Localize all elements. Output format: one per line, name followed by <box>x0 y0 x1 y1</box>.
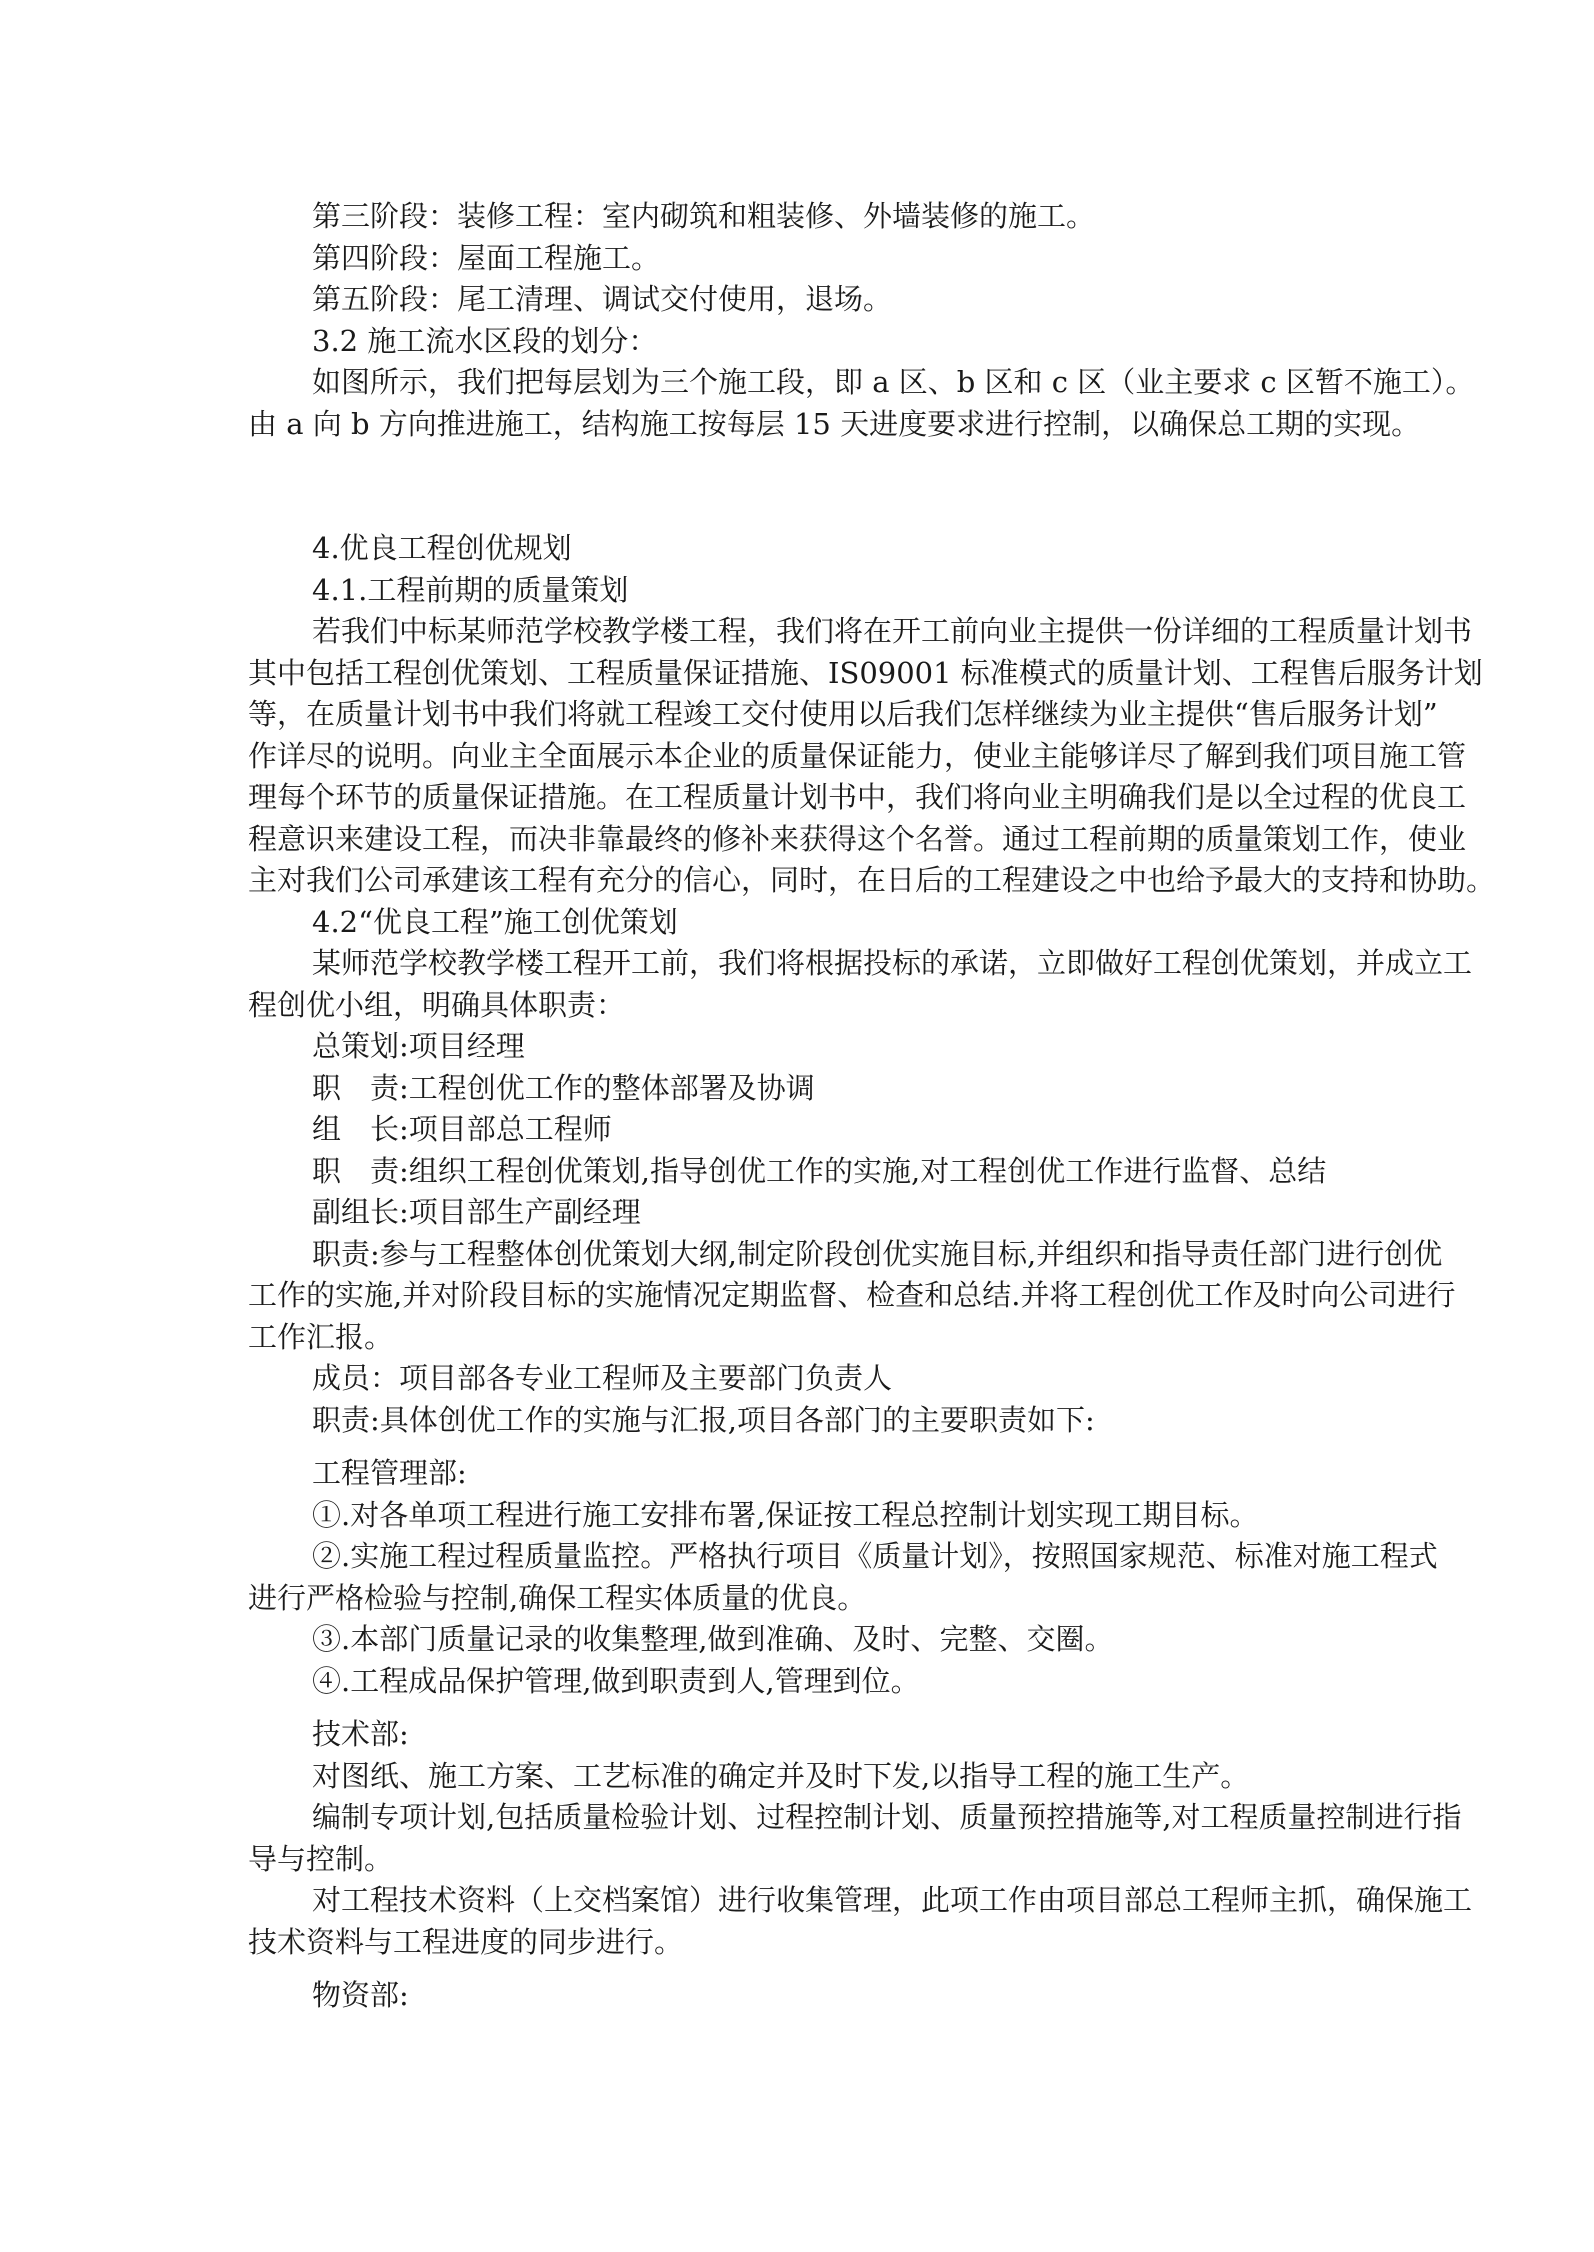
list-item: ②.实施工程过程质量监控。严格执行项目《质量计划》，按照国家规范、标准对施工程式 <box>312 1539 1438 1573</box>
section-4-2-heading: 4.2“优良工程”施工创优策划 <box>312 904 678 939</box>
duty-line: 职责:具体创优工作的实施与汇报,项目各部门的主要职责如下: <box>312 1402 1095 1437</box>
paragraph-line: 某师范学校教学楼工程开工前，我们将根据投标的承诺，立即做好工程创优策划，并成立工 <box>312 946 1473 980</box>
duty-line: 职 责:工程创优工作的整体部署及协调 <box>312 1070 815 1105</box>
paragraph-line: 导与控制。 <box>248 1841 394 1876</box>
section-3-2-heading: 3.2 施工流水区段的划分： <box>312 323 658 358</box>
department-heading: 工程管理部: <box>312 1456 467 1490</box>
paragraph-line: 程意识来建设工程，而决非靠最终的修补来获得这个名誉。通过工程前期的质量策划工作，使业 <box>248 821 1467 856</box>
duty-line: 职责:参与工程整体创优策划大纲,制定阶段创优实施目标,并组织和指导责任部门进行创优 <box>312 1236 1443 1271</box>
paragraph-line: 作详尽的说明。向业主全面展示本企业的质量保证能力，使业主能够详尽了解到我们项目施工管 <box>248 738 1467 773</box>
paragraph-line: 理每个环节的质量保证措施。在工程质量计划书中，我们将向业主明确我们是以全过程的优良工 <box>248 780 1467 814</box>
paragraph-line: 主对我们公司承建该工程有充分的信心，同时，在日后的工程建设之中也给予最大的支持和协助。 <box>248 863 1496 897</box>
paragraph-line: 若我们中标某师范学校教学楼工程，我们将在开工前向业主提供一份详细的工程质量计划书 <box>312 614 1473 648</box>
department-heading: 技术部: <box>312 1717 409 1751</box>
role-line: 组 长:项目部总工程师 <box>312 1112 612 1146</box>
paragraph-line: 等，在质量计划书中我们将就工程竣工交付使用以后我们怎样继续为业主提供“售后服务计划” <box>248 697 1438 731</box>
stage-3-line: 第三阶段：装修工程：室内砌筑和粗装修、外墙装修的施工。 <box>312 199 1096 233</box>
paragraph-line: 编制专项计划,包括质量检验计划、过程控制计划、质量预控措施等,对工程质量控制进行指 <box>312 1800 1462 1834</box>
document-body <box>248 196 1578 2017</box>
section-4-1-heading: 4.1.工程前期的质量策划 <box>312 572 629 607</box>
paragraph-line: 对图纸、施工方案、工艺标准的确定并及时下发,以指导工程的施工生产。 <box>312 1758 1250 1793</box>
list-item: ④.工程成品保护管理,做到职责到人,管理到位。 <box>312 1663 920 1698</box>
stage-4-line: 第四阶段：屋面工程施工。 <box>312 240 661 275</box>
paragraph-line: 程创优小组，明确具体职责： <box>248 987 626 1022</box>
members-line: 成员：项目部各专业工程师及主要部门负责人 <box>312 1361 893 1395</box>
paragraph-line: 对工程技术资料（上交档案馆）进行收集管理，此项工作由项目部总工程师主抓，确保施工 <box>312 1883 1473 1917</box>
paragraph-line: 其中包括工程创优策划、工程质量保证措施、IS09001 标准模式的质量计划、工程售后服务计划 <box>248 655 1483 690</box>
role-line: 副组长:项目部生产副经理 <box>312 1195 641 1229</box>
list-item: ③.本部门质量记录的收集整理,做到准确、及时、完整、交圈。 <box>312 1622 1114 1656</box>
paragraph-line: 由 a 向 b 方向推进施工，结构施工按每层 15 天进度要求进行控制，以确保总工期的实现。 <box>248 406 1421 441</box>
list-item: ①.对各单项工程进行施工安排布署,保证按工程总控制计划实现工期目标。 <box>312 1497 1259 1532</box>
paragraph-line: 工作的实施,并对阶段目标的实施情况定期监督、检查和总结.并将工程创优工作及时向公司进行 <box>248 1278 1456 1312</box>
role-line: 总策划:项目经理 <box>312 1029 525 1063</box>
section-4-heading: 4.优良工程创优规划 <box>312 531 572 565</box>
duty-line: 职 责:组织工程创优策划,指导创优工作的实施,对工程创优工作进行监督、总结 <box>312 1153 1327 1188</box>
stage-5-line: 第五阶段：尾工清理、调试交付使用，退场。 <box>312 282 893 316</box>
list-item-continuation: 进行严格检验与控制,确保工程实体质量的优良。 <box>248 1580 867 1615</box>
paragraph-line: 工作汇报。 <box>248 1319 394 1354</box>
department-heading: 物资部: <box>312 1978 409 2012</box>
paragraph-line: 如图所示，我们把每层划为三个施工段，即 a 区、b 区和 c 区（业主要求 c 区暂不施工）。 <box>312 365 1475 399</box>
paragraph-line: 技术资料与工程进度的同步进行。 <box>248 1924 684 1959</box>
